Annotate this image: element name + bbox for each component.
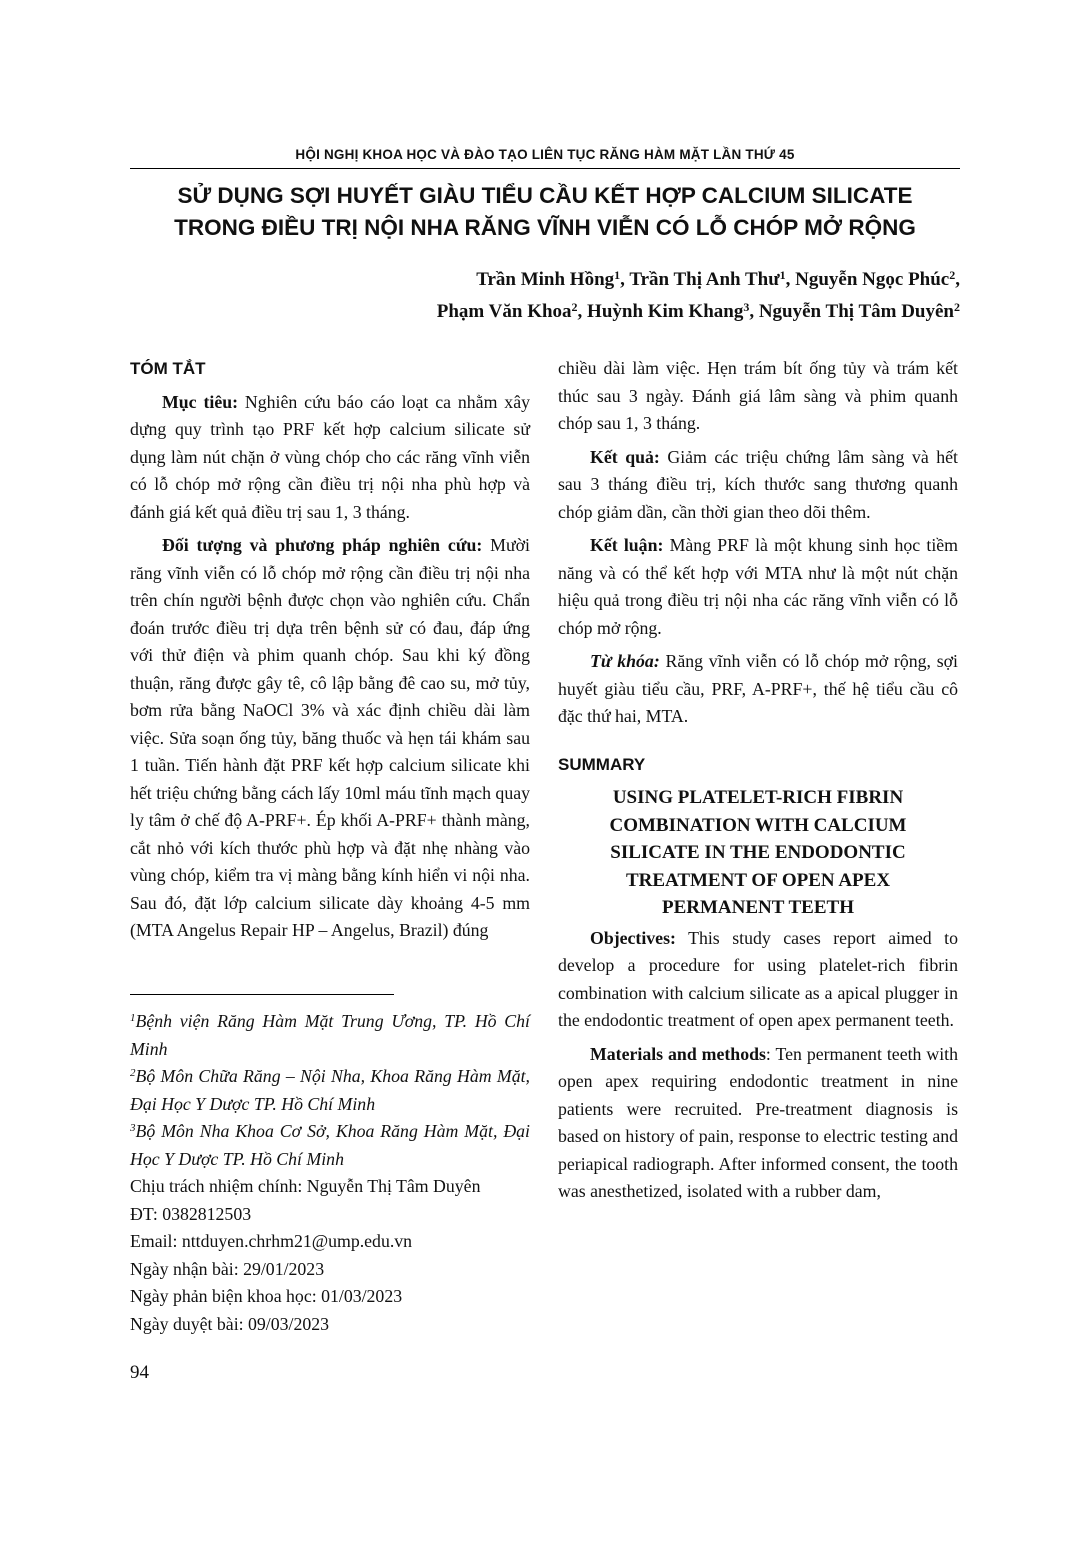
paper-title [130, 180, 960, 244]
header-rule [130, 168, 960, 169]
english-title-line: USING PLATELET-RICH FIBRIN [612, 787, 904, 808]
corresponding-author: Chịu trách nhiệm chính: Nguyễn Thị Tâm Duyên [130, 1176, 481, 1196]
author-name: Phạm Văn Khoa [436, 301, 572, 322]
author-name: Trần Minh Hồng [476, 269, 615, 290]
author-separator: , [749, 301, 759, 322]
methods-continuation [558, 355, 958, 438]
abstract-heading: TÓM TẮT [130, 359, 206, 378]
english-title-line: TREATMENT OF OPEN APEX [625, 869, 891, 891]
title-line-2: TRONG ĐIỀU TRỊ NỘI NHA RĂNG VĨNH VIỄN CÓ LỖ CHÓP MỞ RỘNG [174, 215, 916, 240]
footnote-rule [130, 994, 394, 995]
english-title-line: SILICATE IN THE ENDODONTIC [610, 842, 906, 863]
affiliation-2 [130, 1063, 530, 1118]
author-separator: , [577, 301, 588, 322]
materials-paragraph [558, 1041, 958, 1206]
author-name: Nguyễn Thị Tâm Duyên [758, 301, 954, 322]
affiliation-number: 3 [130, 1122, 136, 1134]
conclusion-text: Màng PRF là một khung sinh học tiềm năng và có thể kết hợp với MTA như là một nút chặn hiệu quả trong điều trị nội nha các răng vĩnh viễn có lỗ chóp mở rộng. [558, 535, 958, 638]
footnotes [130, 1008, 530, 1338]
results-label: Kết quả: [590, 446, 660, 467]
page-number: 94 [130, 1362, 149, 1383]
methods-text-continued: chiều dài làm việc. Hẹn trám bít ống tủy và trám kết thúc sau 3 ngày. Đánh giá lâm sàng và phim quanh chóp sau 1, 3 tháng. [558, 358, 958, 433]
results-text: Giảm các triệu chứng lâm sàng và hết sau 3 tháng điều trị, kích thước sang thương quanh chóp giảm dần, cần thời gian theo dõi thêm. [558, 446, 958, 522]
affiliation-number: 1 [130, 1012, 136, 1024]
author-line-1 [437, 264, 960, 296]
author-separator: , [785, 269, 796, 290]
summary-heading: SUMMARY [558, 754, 646, 774]
review-date: Ngày phản biện khoa học: 01/03/2023 [130, 1286, 403, 1306]
affiliation-number: 2 [130, 1067, 136, 1079]
methods-text: Mười răng vĩnh viễn có lỗ chóp mở rộng cần điều trị nội nha trên chín người bệnh được chọn vào nghiên cứu. Chẩn đoán trước điều trị dựa trên bệnh sử có đau, đáp ứng với thử điện và phim quanh chóp. Sau khi ký đồng thuận, răng được gây tê, cô lập bằng đê cao su, mở tủy, bơm rửa bằng NaOCl 3% và xác định chiều dài làm việc. Sửa soạn ống tủy, băng thuốc và hẹn tái khám sau 1 tuần. Tiến hành đặt PRF kết hợp calcium silicate khi hết triệu chứng bằng cách lấy 10ml máu tĩnh mạch quay ly tâm ở chế độ A-PRF+. Ép khối A-PRF+ thành màng, cắt nhỏ với kích thước phù hợp và đặt nhẹ nhàng vào vùng chóp, kiểm tra vị màng bằng kính hiển vi nội nha. Sau đó, đặt lớp calcium silicate dày khoảng 4-5 mm (MTA Angelus Repair HP – Angelus, Brazil) đúng [130, 535, 530, 940]
affiliation-mark: 1 [614, 268, 621, 282]
objectives-label: Objectives: [590, 927, 676, 948]
materials-text: : Ten permanent teeth with open apex requiring endodontic treatment in nine patients were recruited. Pre-treatment diagnosis is based on history of pain, response to electric testing and periapical radiograph. After informed consent, the tooth was anesthetized, isolated with a rubber dam, [558, 1043, 958, 1201]
left-column [130, 355, 530, 945]
objective-paragraph [130, 389, 530, 527]
keywords-paragraph [558, 648, 958, 731]
conclusion-label: Kết luận: [590, 535, 664, 555]
author-line-2 [437, 296, 960, 328]
affiliation-3 [130, 1118, 530, 1173]
author-name: Trần Thị Anh Thư [629, 269, 780, 290]
affiliation-mark: 1 [779, 268, 786, 282]
objective-label: Mục tiêu: [162, 391, 239, 412]
objectives-paragraph [558, 925, 958, 1035]
keywords-text: Răng vĩnh viễn có lỗ chóp mở rộng, sợi huyết giàu tiểu cầu, PRF, A-PRF+, thế hệ tiểu cầu cô đặc thứ hai, MTA. [558, 651, 958, 726]
running-header: HỘI NGHỊ KHOA HỌC VÀ ĐÀO TẠO LIÊN TỤC RĂNG HÀM MẶT LẦN THỨ 45 [295, 147, 795, 162]
title-line-1: SỬ DỤNG SỢI HUYẾT GIÀU TIỂU CẦU KẾT HỢP CALCIUM SILICATE [177, 183, 913, 208]
affiliation-1 [130, 1008, 530, 1063]
author-name: Nguyễn Ngọc Phúc [795, 269, 950, 290]
author-separator: , [955, 269, 960, 290]
affiliation-mark: 2 [954, 300, 960, 314]
conclusion-paragraph [558, 532, 958, 642]
affiliation-mark: 2 [949, 268, 956, 282]
methods-label: Đối tượng và phương pháp nghiên cứu: [162, 535, 483, 555]
author-name: Huỳnh Kim Khang [587, 301, 744, 322]
objective-text: Nghiên cứu báo cáo loạt ca nhằm xây dựng quy trình tạo PRF kết hợp calcium silicate sử dụng làm nút chặn ở vùng chóp cho các răng vĩnh viễn có lỗ chóp mở rộng cần điều trị nội nha phù hợp và đánh giá kết quả điều trị sau 1, 3 tháng. [130, 391, 530, 522]
phone: ĐT: 0382812503 [130, 1203, 252, 1224]
english-title [558, 784, 958, 922]
english-title-line: PERMANENT TEETH [662, 897, 854, 918]
affiliation-text: Bệnh viện Răng Hàm Mặt Trung Ương, TP. Hồ Chí Minh [130, 1011, 530, 1059]
accepted-date: Ngày duyệt bài: 09/03/2023 [130, 1313, 330, 1334]
author-separator: , [620, 269, 630, 290]
materials-label: Materials and methods [590, 1043, 766, 1064]
affiliation-text: Bộ Môn Chữa Răng – Nội Nha, Khoa Răng Hàm Mặt, Đại Học Y Dược TP. Hồ Chí Minh [130, 1066, 530, 1114]
english-title-line: COMBINATION WITH CALCIUM [609, 814, 907, 836]
results-paragraph [558, 444, 958, 527]
email: Email: nttduyen.chrhm21@ump.edu.vn [130, 1231, 413, 1251]
affiliation-text: Bộ Môn Nha Khoa Cơ Sở, Khoa Răng Hàm Mặt, Đại Học Y Dược TP. Hồ Chí Minh [130, 1121, 530, 1169]
methods-paragraph [130, 532, 530, 945]
right-column [558, 355, 958, 1212]
affiliation-mark: 3 [743, 300, 750, 314]
affiliation-mark: 2 [571, 300, 578, 314]
keywords-label: Từ khóa: [590, 651, 660, 671]
objectives-text: This study cases report aimed to develop a procedure for using platelet-rich fibrin combination with calcium silicate as a apical plugger in the endodontic treatment of open apex permanent teeth. [558, 927, 958, 1030]
author-list [437, 264, 960, 328]
received-date: Ngày nhận bài: 29/01/2023 [130, 1258, 325, 1279]
